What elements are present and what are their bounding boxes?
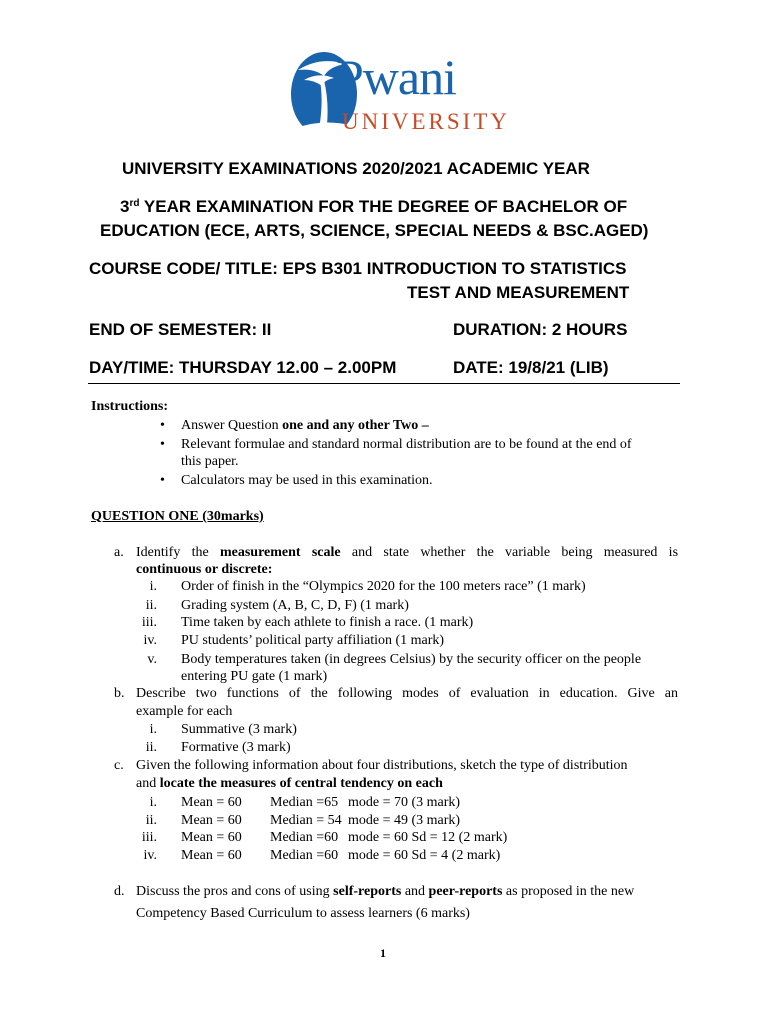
- year-number: 3: [120, 197, 130, 216]
- item-number: iii.: [141, 615, 157, 630]
- logo-wordmark: Pwani: [336, 49, 456, 105]
- item-mean: Mean = 60: [181, 795, 242, 810]
- item-number: iv.: [143, 848, 157, 863]
- instruction-3: Calculators may be used in this examination.: [181, 473, 433, 488]
- item-median: Median = 54: [270, 813, 342, 828]
- part-b-line-1: Describe two functions of the following modes of evaluation in education. Give an: [136, 686, 678, 701]
- item-median: Median =60: [270, 830, 339, 845]
- item-text: Formative (3 mark): [181, 740, 291, 755]
- part-a-line-1: [136, 544, 678, 561]
- item-number: ii.: [145, 813, 157, 828]
- item-number: i.: [149, 795, 157, 810]
- course-title-line-1: COURSE CODE/ TITLE: EPS B301 INTRODUCTION TO STATISTICS: [89, 259, 627, 278]
- course-title-line-2: TEST AND MEASUREMENT: [407, 283, 630, 302]
- part-a-text: Identify the: [136, 545, 220, 560]
- item-text: Time taken by each athlete to finish a race. (1 mark): [181, 615, 474, 630]
- item-text: Order of finish in the “Olympics 2020 for the 100 meters race” (1 mark): [181, 579, 586, 594]
- item-number: i.: [149, 579, 157, 594]
- bullet-icon: •: [160, 437, 165, 452]
- item-number: iv.: [143, 633, 157, 648]
- item-text: Body temperatures taken (in degrees Celsius) by the security officer on the people: [181, 652, 642, 667]
- item-number: v.: [147, 652, 157, 667]
- part-c-line-2: [136, 775, 443, 792]
- part-d-text: Discuss the pros and cons of using: [136, 884, 334, 899]
- part-b-line-2: example for each: [136, 704, 233, 719]
- bullet-icon: •: [160, 418, 165, 433]
- part-d-bold-1: self-reports: [333, 884, 402, 899]
- bullet-icon: •: [160, 473, 165, 488]
- part-d-text-2: and: [401, 884, 429, 899]
- semester-label: END OF SEMESTER: II: [89, 320, 272, 339]
- part-b-letter: b.: [114, 686, 125, 701]
- part-c-text: and: [136, 776, 160, 791]
- instruction-2-line-2: this paper.: [181, 454, 239, 469]
- item-text: PU students’ political party affiliation (1 mark): [181, 633, 445, 648]
- item-number: ii.: [145, 740, 157, 755]
- part-a-bold: measurement scale: [219, 545, 341, 560]
- instruction-1-bold: one and any other Two –: [282, 418, 429, 433]
- date-label: DATE: 19/8/21 (LIB): [453, 358, 609, 377]
- question-one-title: QUESTION ONE (30marks): [91, 509, 264, 524]
- part-d-letter: d.: [114, 884, 125, 899]
- part-d-line-2: Competency Based Curriculum to assess learners (6 marks): [136, 906, 470, 921]
- duration-label: DURATION: 2 HOURS: [453, 320, 628, 339]
- part-a-text-2: and state whether the variable being measured is: [351, 545, 679, 560]
- degree-line-1: [120, 195, 627, 219]
- degree-text: YEAR EXAMINATION FOR THE DEGREE OF BACHELOR OF: [139, 197, 628, 216]
- item-mean: Mean = 60: [181, 830, 242, 845]
- part-c-letter: c.: [114, 758, 124, 773]
- item-text: Grading system (A, B, C, D, F) (1 mark): [181, 598, 409, 613]
- logo-subtitle: UNIVERSITY: [342, 109, 510, 134]
- item-text-continued: entering PU gate (1 mark): [181, 669, 328, 684]
- part-c-bold: locate the measures of central tendency on each: [159, 776, 443, 791]
- item-text: Summative (3 mark): [181, 722, 297, 737]
- item-number: i.: [149, 722, 157, 737]
- item-mean: Mean = 60: [181, 848, 242, 863]
- part-d-text-3: as proposed in the new: [502, 884, 635, 899]
- university-logo: [290, 49, 510, 138]
- part-a-line-2: continuous or discrete:: [136, 562, 273, 577]
- day-time-label: DAY/TIME: THURSDAY 12.00 – 2.00PM: [89, 358, 397, 377]
- item-mode: mode = 70 (3 mark): [348, 795, 461, 810]
- instructions-title: Instructions:: [91, 399, 169, 414]
- instruction-2-line-1: Relevant formulae and standard normal distribution are to be found at the end of: [181, 437, 632, 452]
- year-suffix: rd: [129, 198, 140, 209]
- item-median: Median =65: [270, 795, 339, 810]
- instruction-1-text: Answer Question: [181, 418, 283, 433]
- instruction-1: [181, 417, 429, 434]
- part-a-letter: a.: [114, 545, 124, 560]
- item-number: ii.: [145, 598, 157, 613]
- item-mode: mode = 60 Sd = 12 (2 mark): [348, 830, 508, 845]
- degree-line-2: EDUCATION (ECE, ARTS, SCIENCE, SPECIAL NEEDS & BSC.AGED): [100, 221, 649, 240]
- item-number: iii.: [141, 830, 157, 845]
- item-mean: Mean = 60: [181, 813, 242, 828]
- item-mode: mode = 49 (3 mark): [348, 813, 461, 828]
- item-median: Median =60: [270, 848, 339, 863]
- header-divider: [88, 383, 680, 384]
- page-number: 1: [380, 946, 386, 960]
- exam-title: UNIVERSITY EXAMINATIONS 2020/2021 ACADEMIC YEAR: [122, 159, 590, 178]
- item-mode: mode = 60 Sd = 4 (2 mark): [348, 848, 501, 863]
- part-d-bold-2: peer-reports: [428, 884, 503, 899]
- part-d-line-1: [136, 883, 634, 900]
- part-c-line-1: Given the following information about four distributions, sketch the type of distribution: [136, 758, 628, 773]
